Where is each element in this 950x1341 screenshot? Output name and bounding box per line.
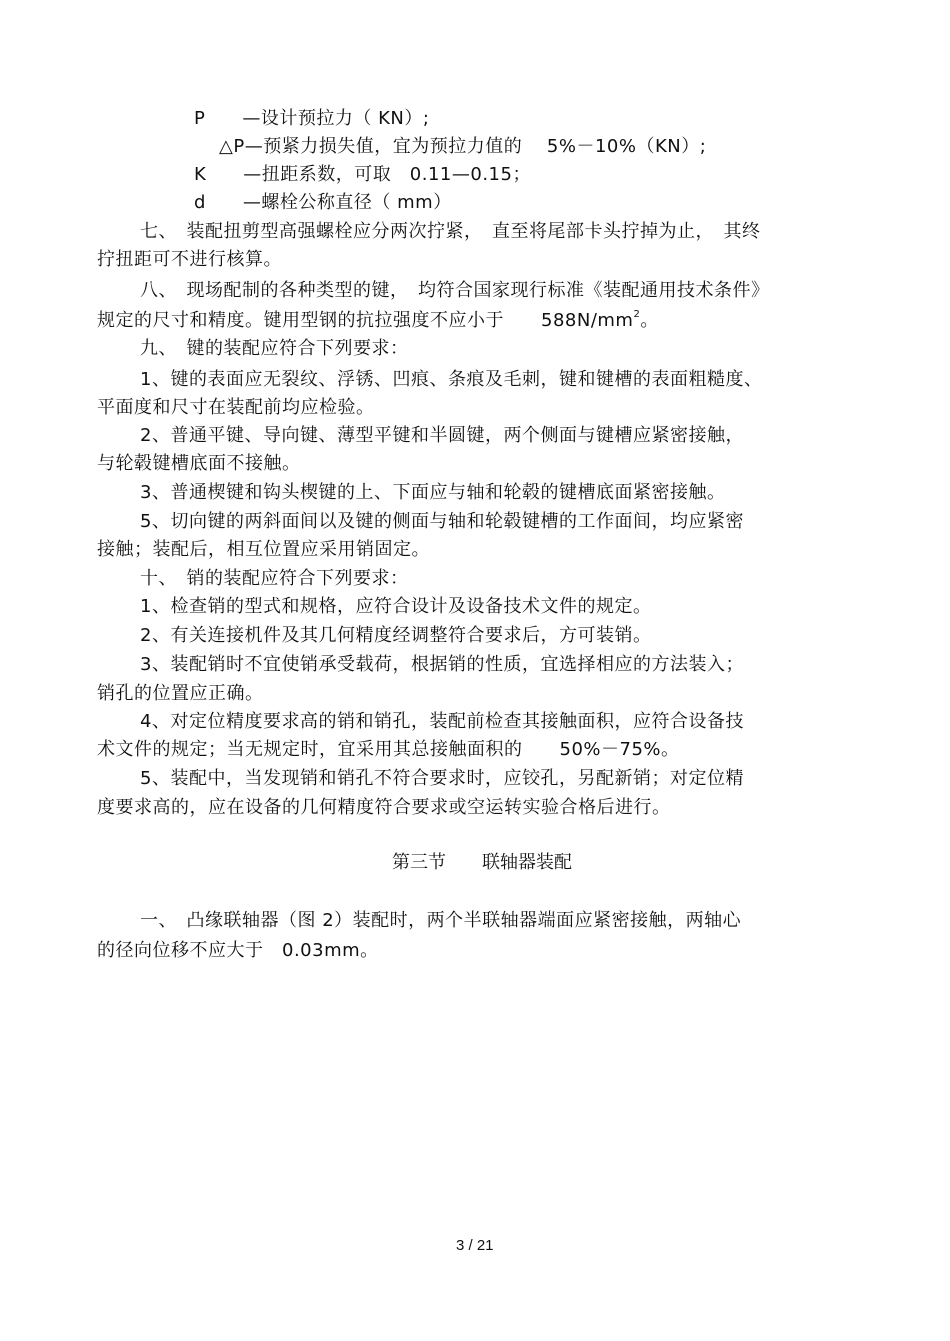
coupling-paragraph-1-line-2: 的径向位移不应大于 0.03mm。 — [97, 940, 379, 961]
paragraph-10-item-5-line-1: 5、装配中，当发现销和销孔不符合要求时，应铰孔，另配新销；对定位精 — [140, 768, 744, 789]
paragraph-9-item-1-line-1: 1、键的表面应无裂纹、浮锈、凹痕、条痕及毛刺，键和键槽的表面粗糙度、 — [140, 369, 763, 390]
paragraph-9-item-2-line-2: 与轮毂键槽底面不接触。 — [97, 453, 301, 474]
superscript-exponent: 2 — [633, 309, 641, 320]
paragraph-10-item-3-line-1: 3、装配销时不宜使销承受载荷，根据销的性质，宜选择相应的方法装入； — [140, 654, 744, 675]
page-number: 3 / 21 — [456, 1237, 494, 1254]
paragraph-10-heading: 十、 销的装配应符合下列要求： — [140, 568, 409, 589]
paragraph-7-line-1: 七、 装配扭剪型高强螺栓应分两次拧紧， 直至将尾部卡头拧掉为止， 其终 — [140, 221, 761, 242]
paragraph-8-line-2-tail: 。 — [640, 310, 659, 331]
formula-var-delta-p: △P—预紧力损失值，宜为预拉力值的 5%－10%（KN）; — [219, 136, 707, 157]
paragraph-9-heading: 九、 键的装配应符合下列要求： — [140, 338, 409, 359]
paragraph-8-line-2-text: 规定的尺寸和精度。键用型钢的抗拉强度不应小于 588N/mm — [97, 310, 634, 331]
paragraph-7-line-2: 拧扭距可不进行核算。 — [97, 249, 282, 270]
formula-var-p: P —设计预拉力（ KN）; — [194, 108, 430, 129]
section-title: 第三节 联轴器装配 — [392, 852, 572, 873]
formula-var-d: d —螺栓公称直径（ mm） — [194, 192, 452, 213]
paragraph-10-item-1: 1、检查销的型式和规格，应符合设计及设备技术文件的规定。 — [140, 596, 652, 617]
paragraph-10-item-4-line-2: 术文件的规定；当无规定时，宜采用其总接触面积的 50%－75%。 — [97, 739, 680, 760]
paragraph-9-item-5-line-2: 接触；装配后，相互位置应采用销固定。 — [97, 539, 430, 560]
paragraph-10-item-5-line-2: 度要求高的，应在设备的几何精度符合要求或空运转实验合格后进行。 — [97, 797, 671, 818]
paragraph-9-item-2-line-1: 2、普通平键、导向键、薄型平键和半圆键，两个侧面与键槽应紧密接触， — [140, 425, 744, 446]
coupling-paragraph-1-line-1: 一、 凸缘联轴器（图 2）装配时，两个半联轴器端面应紧密接触，两轴心 — [140, 910, 742, 931]
paragraph-9-item-1-line-2: 平面度和尺寸在装配前均应检验。 — [97, 397, 375, 418]
paragraph-10-item-4-line-1: 4、对定位精度要求高的销和销孔，装配前检查其接触面积，应符合设备技 — [140, 711, 744, 732]
paragraph-10-item-2: 2、有关连接机件及其几何精度经调整符合要求后，方可装销。 — [140, 625, 652, 646]
paragraph-8-line-1: 八、 现场配制的各种类型的键， 均符合国家现行标准《装配通用技术条件》 — [140, 280, 770, 301]
paragraph-8-line-2 — [97, 309, 659, 333]
paragraph-9-item-3: 3、普通楔键和钩头楔键的上、下面应与轴和轮毂的键槽底面紧密接触。 — [140, 482, 726, 503]
paragraph-10-item-3-line-2: 销孔的位置应正确。 — [97, 683, 264, 704]
formula-var-k: K —扭距系数，可取 0.11—0.15； — [194, 164, 531, 185]
paragraph-9-item-5-line-1: 5、切向键的两斜面间以及键的侧面与轴和轮毂键槽的工作面间，均应紧密 — [140, 511, 744, 532]
